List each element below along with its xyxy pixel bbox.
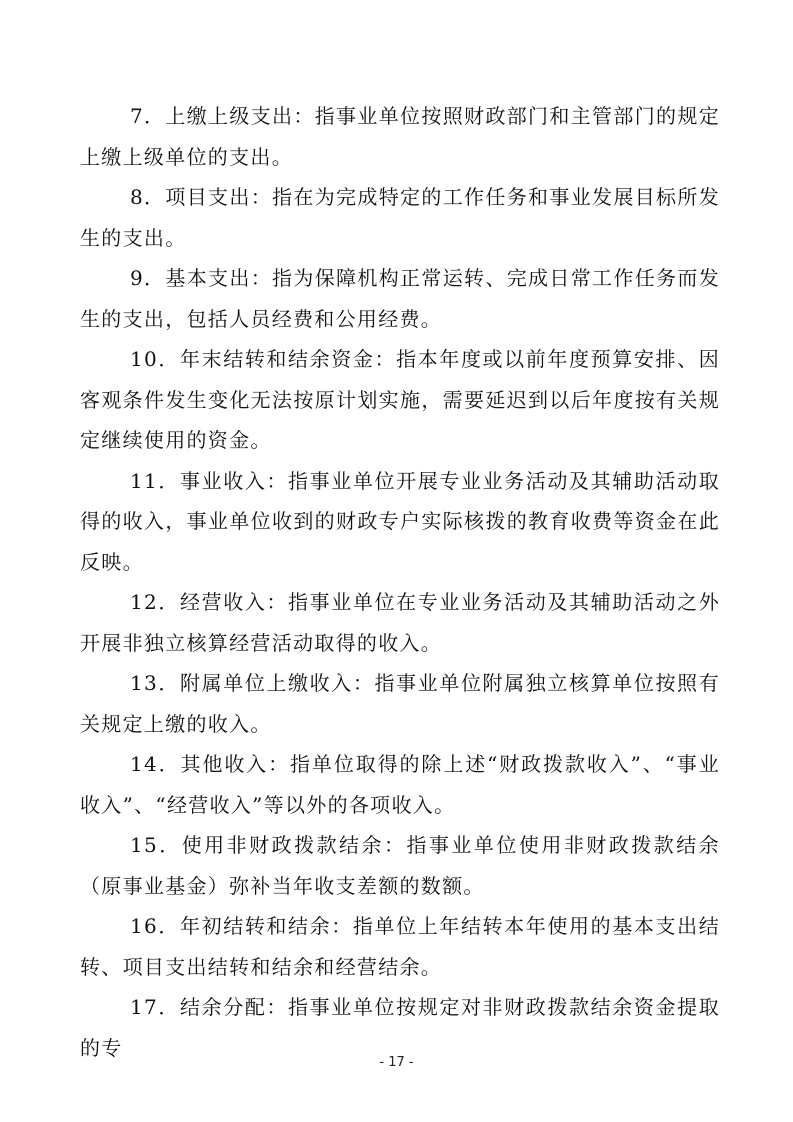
document-body bbox=[80, 96, 720, 1068]
paragraph-item-15: 15．使用非财政拨款结余：指事业单位使用非财政拨款结余（原事业基金）弥补当年收支差额的数额。 bbox=[80, 833, 720, 898]
paragraph-item-9: 9．基本支出：指为保障机构正常运转、完成日常工作任务而发生的支出，包括人员经费和公用经费。 bbox=[80, 266, 720, 331]
paragraph-item-8: 8．项目支出：指在为完成特定的工作任务和事业发展目标所发生的支出。 bbox=[80, 185, 720, 250]
paragraph-item-16: 16．年初结转和结余：指单位上年结转本年使用的基本支出结转、项目支出结转和结余和经营结余。 bbox=[80, 914, 720, 979]
page-number: - 17 - bbox=[379, 1055, 414, 1070]
paragraph-item-17: 17．结余分配：指事业单位按规定对非财政拨款结余资金提取的专 bbox=[80, 995, 720, 1060]
paragraph-item-13: 13．附属单位上缴收入：指事业单位附属独立核算单位按照有关规定上缴的收入。 bbox=[80, 671, 720, 736]
paragraph-item-10: 10．年末结转和结余资金：指本年度或以前年度预算安排、因客观条件发生变化无法按原计划实施，需要延迟到以后年度按有关规定继续使用的资金。 bbox=[80, 347, 720, 452]
paragraph-item-14: 14．其他收入：指单位取得的除上述“财政拨款收入”、“事业收入”、“经营收入”等以外的各项收入。 bbox=[80, 752, 720, 817]
paragraph-item-11: 11．事业收入：指事业单位开展专业业务活动及其辅助活动取得的收入，事业单位收到的财政专户实际核拨的教育收费等资金在此反映。 bbox=[80, 468, 720, 574]
paragraph-item-7: 7．上缴上级支出：指事业单位按照财政部门和主管部门的规定上缴上级单位的支出。 bbox=[80, 104, 720, 169]
paragraph-item-12: 12．经营收入：指事业单位在专业业务活动及其辅助活动之外开展非独立核算经营活动取得的收入。 bbox=[80, 590, 720, 655]
